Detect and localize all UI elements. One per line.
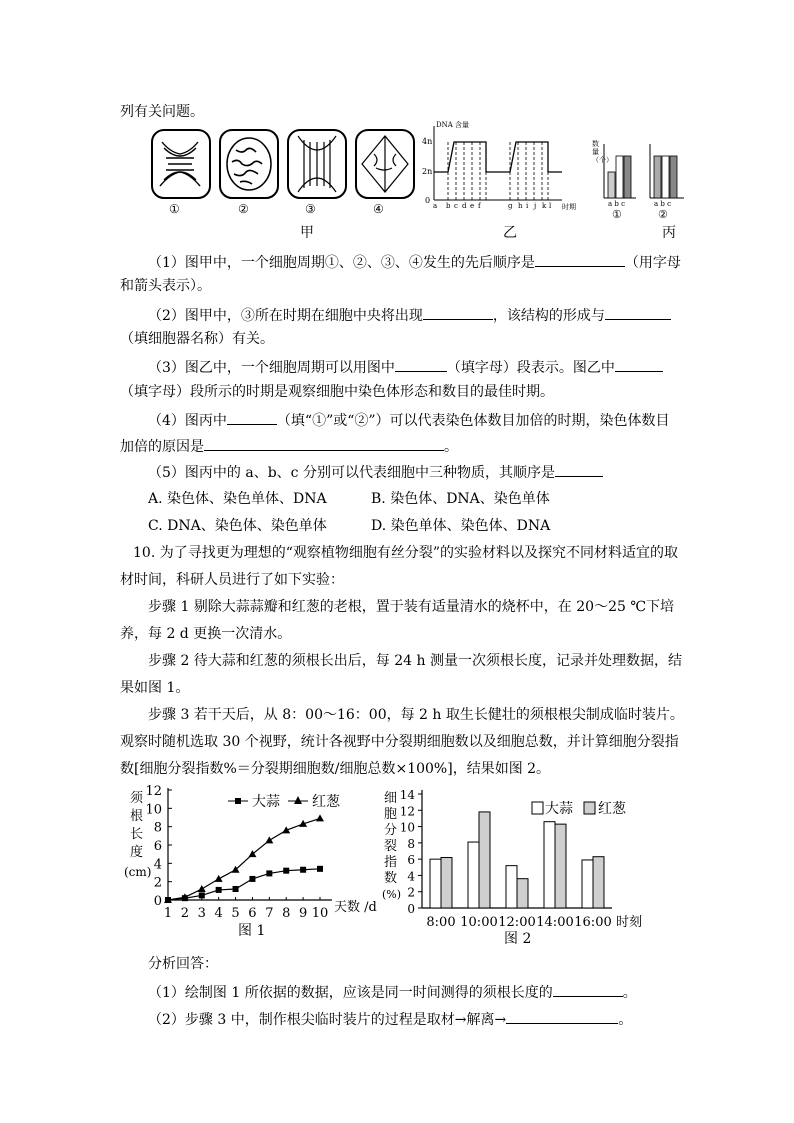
fig1-legend-onion: 红葱 — [312, 794, 340, 810]
fig1-x-tick-label: 4 — [214, 906, 223, 921]
q2-cont: （填细胞器名称）有关。 — [120, 331, 274, 347]
fig2-y-tick-label: 14 — [399, 788, 415, 802]
q1-blank[interactable] — [535, 252, 625, 267]
q2-blank-1[interactable] — [423, 305, 493, 320]
fig1-x-tick-label: 8 — [282, 906, 291, 921]
fig1-series-line-0 — [168, 869, 320, 900]
fig1-y-tick-label: 8 — [153, 820, 162, 836]
fig1-y-tick-label: 12 — [145, 784, 162, 799]
fig2-bar-garlic — [506, 866, 517, 908]
fig2-x-tick-label: 8:00 — [426, 915, 456, 930]
fig-jia-label: 甲 — [300, 225, 314, 241]
cell-label-1: ① — [169, 202, 180, 216]
bing-letters-1: a b c — [608, 200, 626, 208]
cell-2-outline — [220, 130, 278, 198]
q4-blank-1[interactable] — [227, 410, 277, 425]
fig1-x-tick-label: 5 — [231, 906, 240, 921]
fig2-bar-onion — [479, 812, 490, 908]
fig2-ylabel-char-2: 胞 — [384, 807, 398, 822]
a1-blank[interactable] — [553, 982, 623, 997]
fig2-y-tick-label: 10 — [399, 820, 415, 835]
option-c[interactable]: C. DNA、染色体、染色单体 — [148, 518, 327, 534]
fig1-ylabel-char-3: 长 — [130, 827, 144, 842]
dna-xlabel: 时期 — [562, 203, 576, 211]
q3-line: （3）图乙中，一个细胞周期可以用图中 （填字母）段表示。图乙中 — [148, 357, 663, 377]
cell-4-spindle — [362, 136, 408, 192]
q1-cont: 和箭头表示）。 — [120, 278, 211, 294]
fig2-bar-garlic — [430, 859, 441, 908]
dna-tick-2n: 2n — [422, 167, 433, 176]
dna-curve — [434, 142, 562, 172]
dna-tick-0: 0 — [425, 196, 431, 205]
q2-blank-2[interactable] — [605, 305, 671, 320]
q10-line-2: 材时间，科研人员进行了如下实验： — [120, 572, 344, 588]
a2-line: （2）步骤 3 中，制作根尖临时装片的过程是取材→解离→ 。 — [148, 1009, 632, 1029]
fig2-ylabel-char-5: 指 — [384, 855, 398, 870]
fig1-x-tick-label: 7 — [265, 906, 274, 921]
fig1-legend-marker-garlic — [235, 798, 241, 804]
q10-line-1: 10. 为了寻找更为理想的“观察植物细胞有丝分裂”的实验材料以及探究不同材料适宜的取 — [133, 545, 679, 561]
fig1-x-tick-label: 2 — [180, 906, 190, 921]
fig1-x-tick-label: 3 — [197, 906, 206, 921]
figure-bing — [592, 140, 692, 225]
fig2-caption: 图 2 — [504, 931, 532, 947]
cell-label-3: ③ — [305, 202, 316, 216]
fig1-x-tick-label: 9 — [298, 906, 308, 921]
cell-label-4: ④ — [373, 202, 384, 216]
fig1-ylabel-unit: (cm) — [124, 865, 152, 879]
fig2-x-tick-label: 12:00 — [498, 915, 536, 930]
bing-ylabel: 数量（个） — [592, 140, 613, 164]
step3-line-1: 步骤 3 若干天后，从 8：00～16：00，每 2 h 取生长健壮的须根根尖制成临时装片。 — [148, 707, 684, 723]
fig1-y-tick-label: 4 — [153, 857, 162, 873]
figure-1-line-chart — [124, 784, 390, 924]
fig2-x-tick-label: 10:00 — [460, 915, 498, 930]
fig2-ylabel-unit: (%) — [382, 888, 402, 901]
fig2-legend-onion: 红葱 — [598, 801, 626, 817]
fig2-legend-garlic: 大蒜 — [545, 801, 573, 817]
dna-tick-4n: 4n — [422, 137, 433, 146]
analysis-heading: 分析回答： — [148, 956, 218, 972]
fig1-x-tick-label: 10 — [311, 906, 329, 921]
fig2-y-tick-label: 12 — [399, 804, 415, 819]
fig1-legend-garlic: 大蒜 — [252, 794, 280, 810]
fig2-bar-onion — [517, 879, 528, 908]
fig2-x-tick-label: 16:00 — [574, 915, 612, 930]
option-b[interactable]: B. 染色体、DNA、染色单体 — [371, 491, 550, 507]
fig1-caption: 图 1 — [238, 923, 266, 939]
q2-line: （2）图甲中，③所在时期在细胞中央将出现 ，该结构的形成与 — [148, 305, 671, 325]
fig2-y-tick-label: 8 — [407, 836, 415, 851]
q4-cont: 加倍的原因是 。 — [120, 436, 458, 456]
q4-blank-2[interactable] — [204, 436, 444, 451]
fig2-y-tick-label: 2 — [407, 885, 415, 900]
fig2-xlabel: 时刻 — [616, 915, 643, 930]
cell-1-chromosomes — [160, 142, 200, 186]
fig2-bar-garlic — [468, 842, 479, 908]
option-a[interactable]: A. 染色体、染色单体、DNA — [148, 491, 327, 507]
fig1-xlabel: 天数 /d — [334, 900, 377, 915]
fig2-legend-swatch-onion — [584, 802, 595, 814]
a2-blank[interactable] — [506, 1009, 618, 1024]
fig2-ylabel — [382, 791, 401, 901]
fig2-y-tick-label: 6 — [407, 853, 415, 868]
fig1-point-onion — [215, 875, 223, 882]
fig1-point-onion — [316, 814, 324, 821]
figure-jia — [148, 128, 420, 218]
cell-3-spindle — [298, 136, 336, 192]
cell-2-chromatin — [232, 148, 262, 184]
fig1-legend-marker-onion — [294, 796, 302, 804]
fig1-y-tick-label: 10 — [145, 802, 162, 818]
fig2-bar-garlic — [582, 860, 593, 908]
fig2-bar-onion — [555, 824, 566, 908]
cell-label-2: ② — [238, 202, 249, 216]
dna-ylabel: DNA 含量 — [436, 121, 470, 129]
intro-text: 列有关问题。 — [120, 104, 204, 120]
fig2-ylabel-char-3: 分 — [384, 823, 398, 838]
fig1-point-garlic — [283, 868, 289, 874]
fig2-y-tick-label: 4 — [407, 869, 415, 884]
fig1-point-garlic — [266, 870, 272, 876]
fig1-y-tick-label: 0 — [153, 894, 162, 909]
fig2-ylabel-char-4: 裂 — [384, 839, 398, 854]
q1-line: （1）图甲中，一个细胞周期①、②、③、④发生的先后顺序是 （用字母 — [148, 252, 681, 272]
figure-2-bar-chart — [376, 780, 666, 930]
fig2-y-tick-label: 0 — [407, 902, 415, 916]
fig1-point-onion — [265, 836, 273, 843]
fig1-y-tick-label: 6 — [153, 839, 162, 854]
fig2-bar-garlic — [544, 822, 555, 908]
q3-blank-1[interactable] — [395, 357, 447, 372]
fig1-series-line-1 — [168, 818, 320, 900]
option-d[interactable]: D. 染色单体、染色体、DNA — [371, 518, 551, 534]
fig1-ylabel-char-2: 根 — [130, 809, 144, 824]
fig1-point-garlic — [317, 866, 323, 872]
fig2-bar-onion — [593, 857, 604, 908]
fig1-point-garlic — [300, 867, 306, 873]
step2-line-2: 果如图 1。 — [120, 680, 190, 696]
fig2-ylabel-char-1: 细 — [384, 791, 398, 806]
step2-line-1: 步骤 2 待大蒜和红葱的须根长出后，每 24 h 测量一次须根长度，记录并处理数据，结 — [148, 653, 682, 669]
fig1-x-tick-label: 1 — [163, 906, 173, 921]
step1-line-1: 步骤 1 剔除大蒜蒜瓣和红葱的老根，置于装有适量清水的烧杯中，在 20～25 ℃下培 — [148, 599, 674, 615]
fig1-point-garlic — [199, 892, 205, 898]
step1-line-2: 养，每 2 d 更换一次清水。 — [120, 626, 292, 642]
fig-yi-label: 乙 — [503, 225, 517, 241]
bing-label-2: ② — [658, 208, 668, 221]
q5-blank[interactable] — [555, 462, 603, 477]
fig2-x-tick-label: 14:00 — [536, 915, 574, 930]
fig1-ylabel-char-1: 须 — [130, 791, 144, 806]
fig1-x-tick-label: 6 — [248, 906, 257, 921]
a1-line: （1）绘制图 1 所依据的数据，应该是同一时间测得的须根长度的 。 — [148, 982, 637, 1002]
fig1-point-garlic — [233, 886, 239, 892]
q4-line: （4）图丙中 （填“①”或“②”）可以代表染色体数目加倍的时期，染色体数目 — [148, 410, 670, 430]
fig1-point-garlic — [216, 887, 222, 893]
step3-line-3: 数[细胞分裂指数%＝分裂期细胞数/细胞总数×100%]，结果如图 2。 — [120, 761, 551, 777]
figure-yi: DNA 含量 4n 2n 0 a b c d e f g h i j k l 时期 — [422, 120, 587, 220]
fig1-point-garlic — [249, 876, 255, 882]
fig1-point-onion — [198, 885, 206, 892]
q3-blank-2[interactable] — [615, 357, 663, 372]
q5-line: （5）图丙中的 a、b、c 分别可以代表细胞中三种物质，其顺序是 — [148, 462, 603, 482]
fig2-legend-swatch-garlic — [532, 802, 543, 814]
fig1-y-tick-label: 2 — [153, 875, 162, 891]
step3-line-2: 观察时随机选取 30 个视野，统计各视野中分裂期细胞数以及细胞总数，并计算细胞分裂指 — [120, 734, 679, 750]
fig-bing-label: 丙 — [662, 225, 676, 241]
bing-letters-2: a b c — [654, 200, 672, 208]
fig1-ylabel-char-4: 度 — [130, 845, 144, 860]
bing-bars — [602, 140, 692, 202]
fig2-bar-onion — [441, 858, 452, 908]
fig2-ylabel-char-6: 数 — [384, 871, 398, 886]
period-dividers — [448, 142, 548, 200]
q3-cont: （填字母）段所示的时期是观察细胞中染色体形态和数目的最佳时期。 — [120, 384, 554, 400]
bing-label-1: ① — [612, 208, 622, 221]
